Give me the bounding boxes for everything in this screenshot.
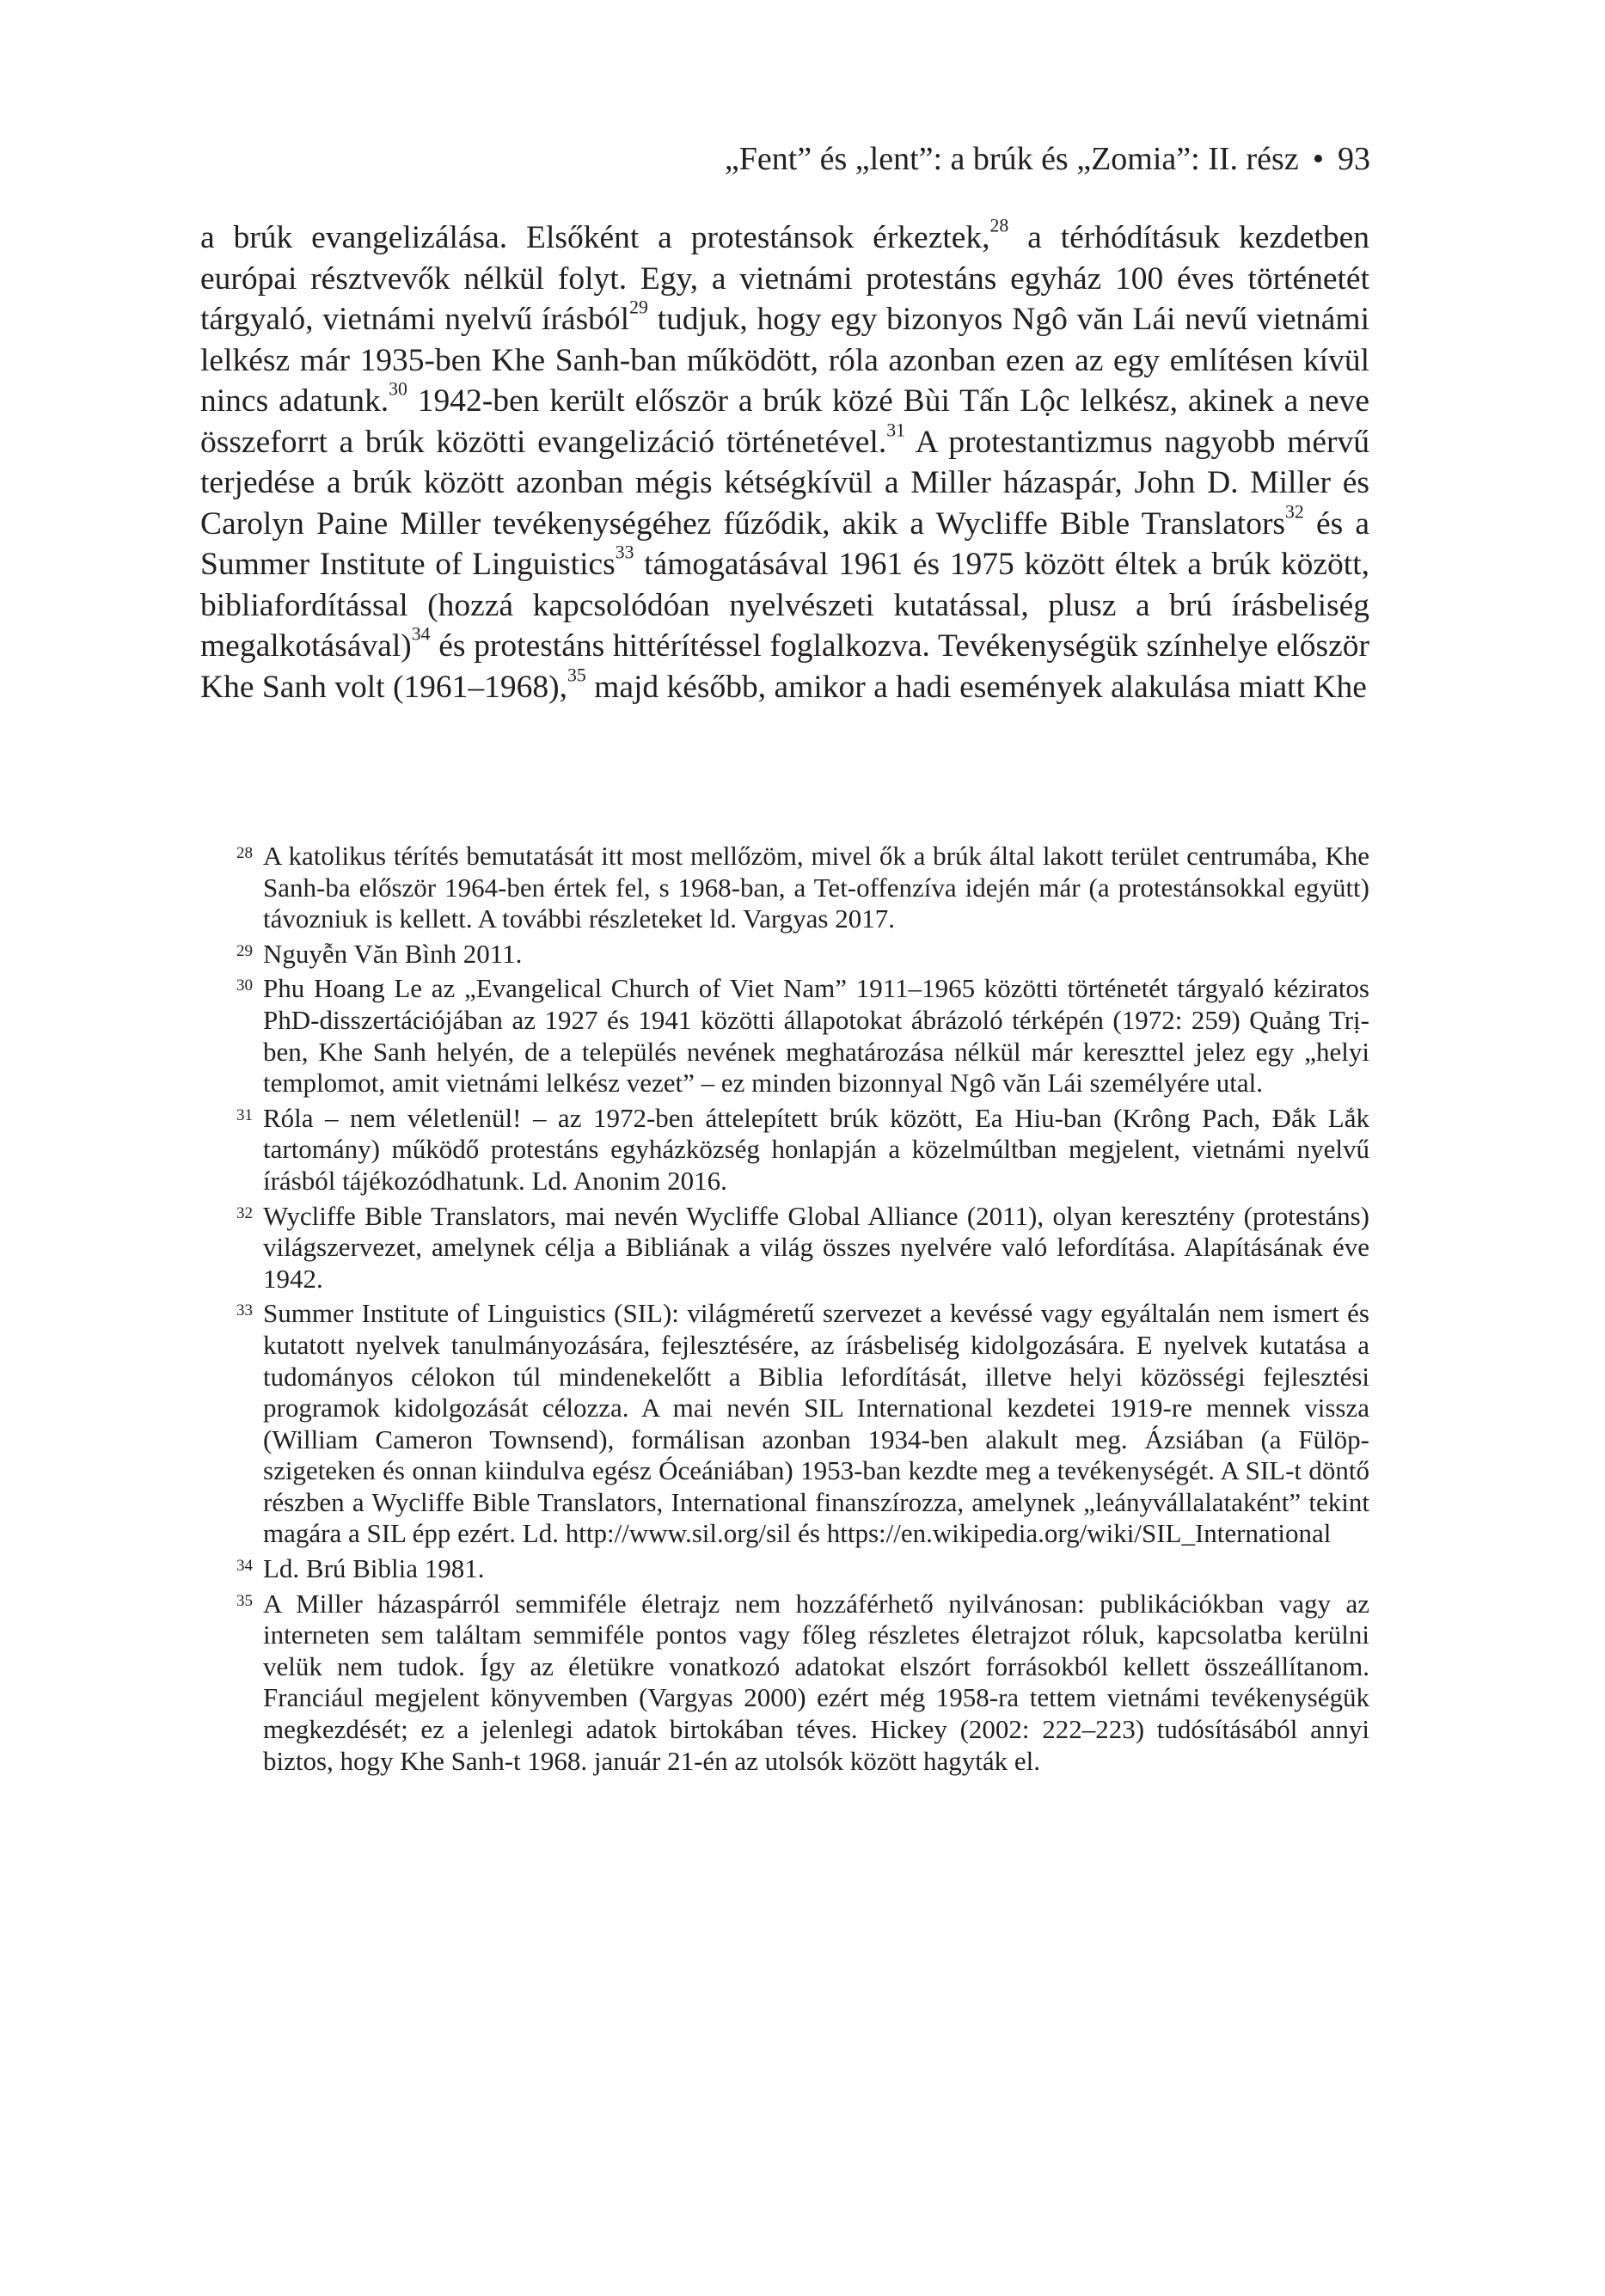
footnote-number: 34 <box>236 1557 253 1576</box>
footnote-ref-34: 34 <box>411 623 431 645</box>
footnote-number: 29 <box>236 941 253 960</box>
footnote-34 <box>200 1553 1369 1585</box>
footnote-text: Ld. Brú Biblia 1981. <box>263 1553 485 1584</box>
footnotes-section <box>200 841 1369 1780</box>
footnote-text: A katolikus térítés bemutatását itt most mellőzöm, mivel ők a brúk által lakott terület centrumába, Khe Sanh-ba először 1964-ben értek fel, s 1968-ban, a Tet-offenzíva idején már (a protestánsokkal együtt) távozniuk is kellett. A további részleteket ld. Vargyas 2017. <box>263 841 1369 934</box>
body-text-segment: támogatásával 1961 és 1975 között éltek a brúk között, bibliafordítással (hozzá kapcsolódóan nyelvészeti kutatással, plusz a brú írásbeliség megalkotásával) <box>200 547 1369 664</box>
footnote-text: A Miller házaspárról semmiféle életrajz nem hozzáférhető nyilvánosan: publikációkban vagy az interneten sem találtam semmiféle pontos vagy főleg részletes életrajzot róluk, kapcsolatba kerülni velük nem tudok. Így az életükre vonatkozó adatokat elszórt forrásokból kellett összeállítanom. Franciául megjelent könyvemben (Vargyas 2000) ezért még 1958-ra tettem vietnámi tevékenységük megkezdését; ez a jelenlegi adatok birtokában téves. Hickey (2002: 222–223) tudósításából annyi biztos, hogy Khe Sanh-t 1968. január 21-én az utolsók között hagyták el. <box>263 1588 1369 1776</box>
body-text-segment: a térhódításuk kezdetben európai résztvevők nélkül folyt. Egy, a vietnámi protestáns egyház 100 éves történetét tárgyaló, vietnámi nyelvű írásból <box>200 220 1369 337</box>
body-text-segment: majd később, amikor a hadi események alakulása miatt Khe <box>585 669 1367 705</box>
footnote-28 <box>200 841 1369 935</box>
header-bullet: • <box>1312 141 1324 177</box>
footnote-text: Wycliffe Bible Translators, mai nevén Wycliffe Global Alliance (2011), olyan keresztény (protestáns) világszervezet, amelynek célja a Bibliának a világ összes nyelvére való lefordítása. Alapításának éve 1942. <box>263 1200 1369 1294</box>
footnote-number: 35 <box>236 1591 253 1610</box>
footnote-33 <box>200 1298 1369 1550</box>
footnote-text: Róla – nem véletlenül! – az 1972-ben áttelepített brúk között, Ea Hiu-ban (Krông Pach, Đắk Lắk tartomány) működő protestáns egyházközség honlapján a közelmúltban megjelent, vietnámi nyelvű írásból tájékozódhatunk. Ld. Anonim 2016. <box>263 1102 1369 1196</box>
footnote-number: 33 <box>236 1301 253 1320</box>
footnote-ref-29: 29 <box>629 297 648 318</box>
footnote-31 <box>200 1103 1369 1197</box>
footnote-ref-31: 31 <box>886 419 905 441</box>
footnote-32 <box>200 1201 1369 1295</box>
body-text-segment: és protestáns hittérítéssel foglalkozva. Tevékenységük színhelye először Khe Sanh volt (1961–1968), <box>200 628 1369 705</box>
footnote-ref-35: 35 <box>567 664 586 686</box>
body-text-segment: és a Summer Institute of Linguistics <box>200 505 1369 582</box>
body-paragraph <box>200 217 1369 707</box>
running-title: „Fent” és „lent”: a brúk és „Zomia”: II. rész <box>724 141 1299 177</box>
body-text-segment: A protestantizmus nagyobb mérvű terjedése a brúk között azonban mégis kétségkívül a Miller házaspár, John D. Miller és Carolyn Paine Miller tevékenységéhez fűződik, akik a Wycliffe Bible Translators <box>200 424 1369 542</box>
body-text-segment: a brúk evangelizálása. Elsőként a protestánsok érkeztek, <box>200 220 990 255</box>
footnote-ref-30: 30 <box>389 378 407 400</box>
body-text-segment: tudjuk, hogy egy bizonyos Ngô văn Lái nevű vietnámi lelkész már 1935-ben Khe Sanh-ban működött, róla azonban ezen az egy említésen kívül nincs adatunk. <box>200 302 1369 419</box>
footnote-ref-32: 32 <box>1285 501 1304 523</box>
footnote-number: 31 <box>236 1105 253 1124</box>
footnote-text: Nguyễn Văn Bình 2011. <box>263 938 523 969</box>
footnote-35 <box>200 1589 1369 1778</box>
running-header <box>725 138 1370 181</box>
footnote-30 <box>200 973 1369 1099</box>
footnote-ref-28: 28 <box>989 215 1009 236</box>
footnote-number: 30 <box>236 977 253 995</box>
footnote-text: Phu Hoang Le az „Evangelical Church of Viet Nam” 1911–1965 közötti történetét tárgyaló kéziratos PhD-disszertációjában az 1927 és 1941 közötti állapotokat ábrázoló térképén (1972: 259) Quảng Trị-ben, Khe Sanh helyén, de a település nevének meghatározása nélkül már kereszttel jelez egy „helyi templomot, amit vietnámi lelkész vezet” – ez minden bizonnyal Ngô văn Lái személyére utal. <box>263 973 1369 1099</box>
footnote-29 <box>200 939 1369 970</box>
footnote-number: 28 <box>236 844 253 862</box>
body-text-segment: 1942-ben került először a brúk közé Bùi Tấn Lộc lelkész, akinek a neve összeforrt a brúk közötti evangelizáció történetével. <box>200 383 1369 460</box>
footnote-text: Summer Institute of Linguistics (SIL): világméretű szervezet a kevéssé vagy egyáltalán nem ismert és kutatott nyelvek tanulmányozására, fejlesztésére, az írásbeliség kidolgozására. E nyelvek kutatása a tudományos célokon túl mindenekelőtt a Biblia lefordítását, illetve helyi közösségi fejlesztési programok kidolgozását célozza. A mai nevén SIL International kezdetei 1919-re mennek vissza (William Cameron Townsend), formálisan azonban 1934-ben alakult meg. Ázsiában (a Fülöp-szigeteken és onnan kiindulva egész Óceániában) 1953-ban kezdte meg a tevékenységét. A SIL-t döntő részben a Wycliffe Bible Translators, International finanszírozza, amelynek „leányvállalataként” tekint magára a SIL épp ezért. Ld. http://www.sil.org/sil és https://en.wikipedia.org/wiki/SIL_International <box>263 1298 1369 1549</box>
footnote-ref-33: 33 <box>615 542 634 563</box>
footnote-number: 32 <box>236 1203 253 1222</box>
page-number: 93 <box>1338 141 1370 177</box>
